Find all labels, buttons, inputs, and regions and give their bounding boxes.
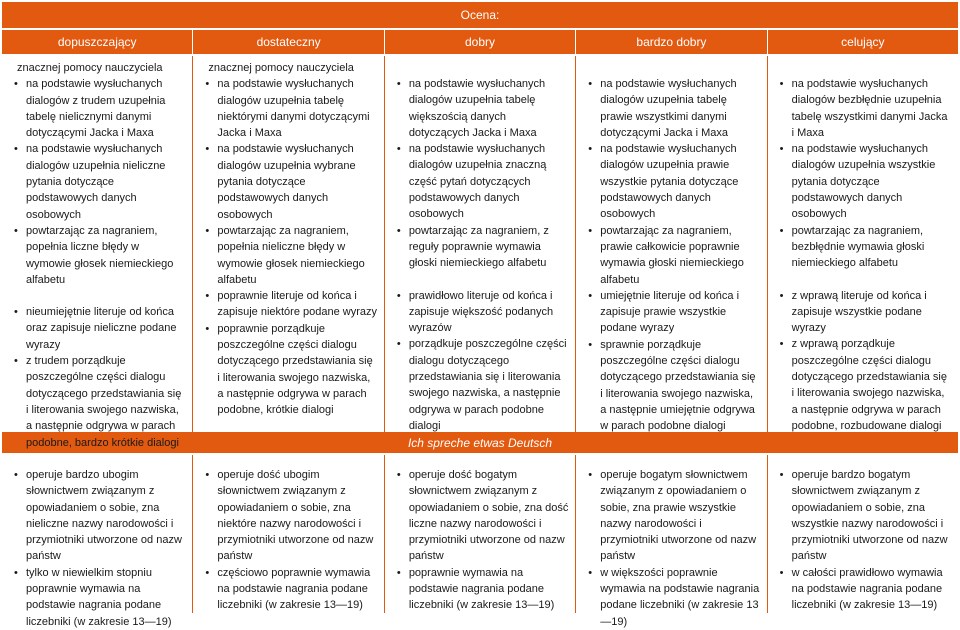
criteria-item: • na podstawie wysłuchanych dialogów uzupełnia znaczną część pytań dotyczących podstawowych danych osobowych [409,141,569,222]
criteria-item: • operuje bardzo ubogim słownictwem związanym z opowiadaniem o sobie, zna nieliczne nazwy narodowości i przymiotniki utworzone od nazw państw [26,467,186,565]
criteria-item: • z wprawą literuje od końca i zapisuje wszystkie podane wyrazy [792,288,952,337]
criteria-item: • na podstawie wysłuchanych dialogów uzupełnia wszystkie pytania dotyczące podstawowych danych osobowych [792,141,952,222]
grade-header-bardzo-dobry: bardzo dobry [576,30,767,54]
criteria-item: • na podstawie wysłuchanych dialogów uzupełnia tabelę większością danych dotyczących Jacka i Maxa [409,76,569,141]
criteria-list [201,467,377,614]
table-title: Ocena: [2,2,958,30]
cell-intro: znacznej pomocy nauczyciela [17,62,163,74]
criteria-list [393,76,569,434]
criteria-cell [768,56,958,432]
criteria-item: • umiejętnie literuje od końca i zapisuje prawie wszystkie podane wyrazy [600,288,760,337]
criteria-item: • porządkuje poszczególne części dialogu dotyczącego przedstawiania się i literowania swojego nazwiska, a następnie odgrywa w parach podobne dialogi [409,336,569,434]
criteria-list [776,467,952,614]
criteria-item: • operuje bogatym słownictwem związanym z opowiadaniem o sobie, zna prawie wszystkie nazwy narodowości i przymiotniki utworzone od nazw państw [600,467,760,565]
criteria-item: • z wprawą porządkuje poszczególne części dialogu dotyczącego przedstawiania się i literowania swojego nazwiska, a następnie odgrywa w parach podobne, rozbudowane dialogi [792,336,952,434]
grade-header-dostateczny: dostateczny [193,30,384,54]
criteria-item: • w całości prawidłowo wymawia na podstawie nagrania podane liczebniki (w zakresie 13—19) [792,565,952,614]
criteria-item: • na podstawie wysłuchanych dialogów uzupełnia wybrane pytania dotyczące podstawowych danych osobowych [217,141,377,222]
criteria-list [584,76,760,435]
criteria-item: • z trudem porządkuje poszczególne części dialogu dotyczącego przedstawiania się i literowania swojego nazwiska, a następnie odgrywa w parach podobne, bardzo krótkie dialogi [26,353,186,451]
criteria-item: • na podstawie wysłuchanych dialogów z trudem uzupełnia tabelę nielicznymi danymi dotyczącymi Jacka i Maxa [26,76,186,141]
criteria-item: • na podstawie wysłuchanych dialogów uzupełnia nieliczne pytania dotyczące podstawowych danych osobowych [26,141,186,222]
criteria-item: • tylko w niewielkim stopniu poprawnie wymawia na podstawie nagrania podane liczebniki (w zakresie 13—19) [26,565,186,630]
criteria-item: • powtarzając za nagraniem, bezbłędnie wymawia głoski niemieckiego alfabetu [792,223,952,272]
criteria-row-2 [2,455,958,628]
criteria-list [776,76,952,434]
grade-header-dopuszczajacy: dopuszczający [2,30,193,54]
criteria-item: • operuje dość bogatym słownictwem związanym z opowiadaniem o sobie, zna dość liczne nazwy narodowości i przymiotniki utworzone od nazw państw [409,467,569,565]
criteria-cell [193,56,384,432]
criteria-list [393,467,569,614]
criteria-item: • w większości poprawnie wymawia na podstawie nagrania podane liczebniki (w zakresie 13—19) [600,565,760,630]
criteria-item: • częściowo poprawnie wymawia na podstawie nagrania podane liczebniki (w zakresie 13—19) [217,565,377,614]
grade-header-dobry: dobry [385,30,576,54]
criteria-item: • poprawnie literuje od końca i zapisuje niektóre podane wyrazy [217,288,377,321]
criteria-cell [2,56,193,449]
criteria-item: • prawidłowo literuje od końca i zapisuje większość podanych wyrazów [409,288,569,337]
criteria-cell [193,455,384,613]
criteria-cell [768,455,958,613]
criteria-item: • sprawnie porządkuje poszczególne części dialogu dotyczącego przedstawiania się i literowania swojego nazwiska, a następnie umiejętnie odgrywa w parach podobne dialogi [600,337,760,435]
criteria-item: • na podstawie wysłuchanych dialogów uzupełnia tabelę prawie wszystkimi danymi dotyczącymi Jacka i Maxa [600,76,760,141]
criteria-item: • operuje bardzo bogatym słownictwem związanym z opowiadaniem o sobie, zna wszystkie nazwy narodowości i przymiotniki utworzone od nazw państw [792,467,952,565]
grade-header-celujacy: celujący [841,35,885,49]
cell-intro: znacznej pomocy nauczyciela [208,62,354,74]
criteria-cell [576,56,767,432]
criteria-item: • na podstawie wysłuchanych dialogów uzupełnia prawie wszystkie pytania dotyczące podstawowych danych osobowych [600,141,760,222]
criteria-list [584,467,760,630]
criteria-item: • powtarzając za nagraniem, prawie całkowicie poprawnie wymawia głoski niemieckiego alfabetu [600,223,760,288]
criteria-item: • nieumiejętnie literuje od końca oraz zapisuje nieliczne podane wyrazy [26,304,186,353]
criteria-item: • na podstawie wysłuchanych dialogów bezbłędnie uzupełnia tabelę wszystkimi danymi Jacka i Maxa [792,76,952,141]
criteria-item: • powtarzając za nagraniem, popełnia liczne błędy w wymowie głosek niemieckiego alfabetu [26,223,186,288]
criteria-item: • poprawnie wymawia na podstawie nagrania podane liczebniki (w zakresie 13—19) [409,565,569,614]
criteria-list [10,76,186,451]
criteria-item: • powtarzając za nagraniem, z reguły poprawnie wymawia głoski niemieckiego alfabetu [409,223,569,272]
grade-header-row [2,30,958,56]
section-title: Ich spreche etwas Deutsch [2,433,958,455]
criteria-list [10,467,186,630]
criteria-item: • poprawnie porządkuje poszczególne części dialogu dotyczącego przedstawiania się i literowania swojego nazwiska, a następnie odgrywa w parach podobne, krótkie dialogi [217,321,377,419]
criteria-cell [576,455,767,628]
criteria-cell [2,455,193,628]
criteria-cell [385,56,576,432]
criteria-item: • na podstawie wysłuchanych dialogów uzupełnia tabelę niektórymi danymi dotyczącymi Jacka i Maxa [217,76,377,141]
criteria-item: • powtarzając za nagraniem, popełnia nieliczne błędy w wymowie głosek niemieckiego alfabetu [217,223,377,288]
criteria-list [201,76,377,418]
criteria-cell [385,455,576,613]
criteria-item: • operuje dość ubogim słownictwem związanym z opowiadaniem o sobie, zna niektóre nazwy narodowości i przymiotniki utworzone od nazw państw [217,467,377,565]
